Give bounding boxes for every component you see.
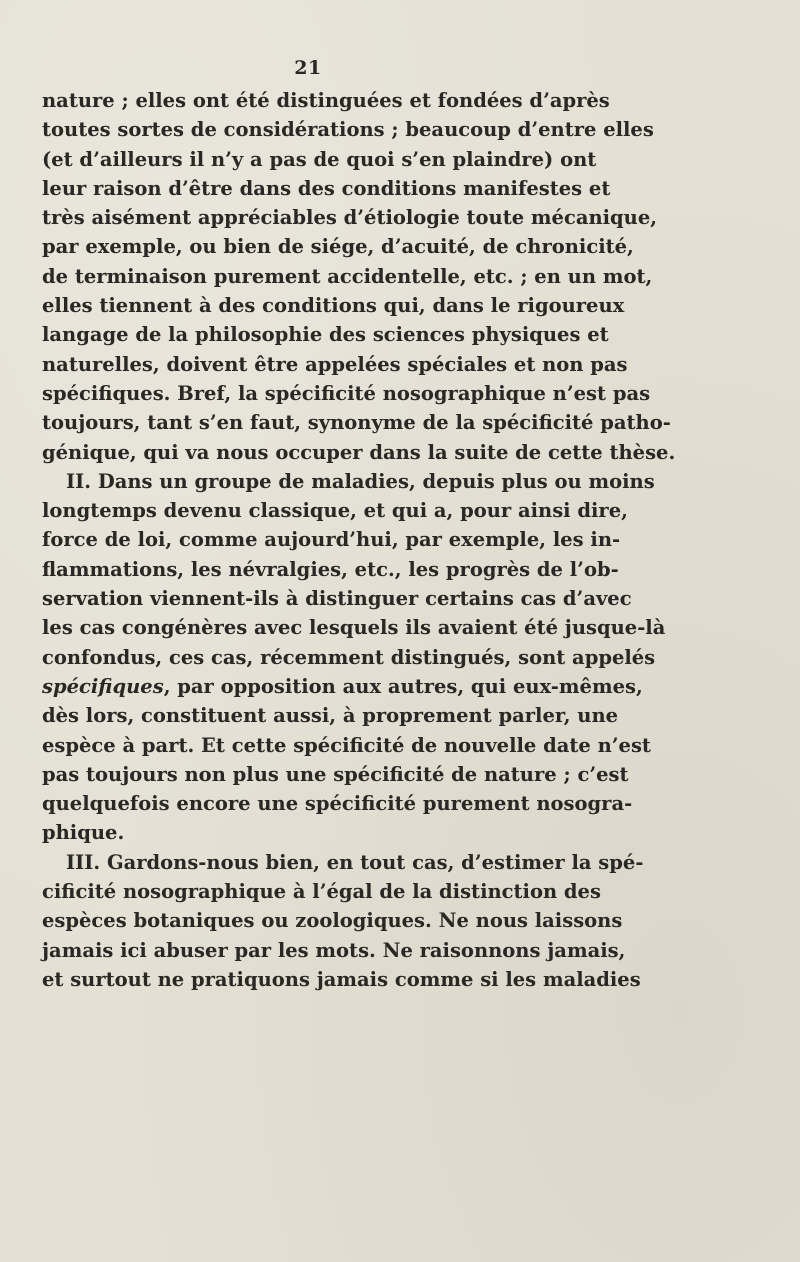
text-line-content: servation viennent-ils à distinguer certains cas d’avec	[42, 587, 632, 611]
text-line-content: espèce à part. Et cette spécificité de nouvelle date n’est	[42, 733, 651, 757]
text-line	[42, 145, 597, 174]
text-line-content: naturelles, doivent être appelées spéciales et non pas	[42, 352, 628, 376]
text-line-content: flammations, les névralgies, etc., les progrès de l’ob-	[42, 557, 619, 581]
text-line-content: force de loi, comme aujourd’hui, par exemple, les in-	[42, 528, 621, 552]
text-line	[42, 496, 628, 525]
text-line-content: jamais ici abuser par les mots. Ne raisonnons jamais,	[42, 938, 626, 962]
body-text	[42, 86, 676, 994]
text-line-content: très aisément appréciables d’étiologie toute mécanique,	[42, 206, 658, 230]
text-line	[42, 672, 643, 701]
text-line-content: espèces botaniques ou zoologiques. Ne nous laissons	[42, 909, 623, 933]
text-line	[42, 848, 644, 877]
italic-term: spécifiques	[42, 674, 164, 698]
text-line	[42, 760, 629, 789]
text-line-content: leur raison d’être dans des conditions manifestes et	[42, 176, 611, 200]
text-line	[42, 174, 611, 203]
text-line	[42, 525, 621, 554]
text-line	[42, 701, 619, 730]
text-line	[42, 115, 654, 144]
text-line-content: phique.	[42, 821, 125, 845]
text-line	[42, 906, 623, 935]
text-line	[42, 818, 574, 847]
text-line	[42, 262, 653, 291]
text-line	[42, 643, 656, 672]
text-line-content: elles tiennent à des conditions qui, dans le rigoureux	[42, 294, 625, 318]
text-line	[42, 936, 626, 965]
text-line-content: dès lors, constituent aussi, à proprement parler, une	[42, 704, 619, 728]
page-number: 21	[294, 57, 322, 79]
text-line-content: quelquefois encore une spécificité purement nosogra-	[42, 792, 633, 816]
text-line	[42, 86, 610, 115]
text-line	[42, 613, 666, 642]
text-line-content: langage de la philosophie des sciences physiques et	[42, 323, 609, 347]
text-line-content: pas toujours non plus une spécificité de nature ; c’est	[42, 762, 629, 786]
text-line	[42, 965, 641, 994]
text-line	[42, 438, 676, 467]
text-line-content: II. Dans un groupe de maladies, depuis plus ou moins	[66, 469, 655, 493]
text-line-content: de terminaison purement accidentelle, etc. ; en un mot,	[42, 264, 653, 288]
text-line-content: toutes sortes de considérations ; beaucoup d’entre elles	[42, 118, 654, 142]
text-line-content: , par opposition aux autres, qui eux-mêmes,	[163, 674, 643, 698]
text-line-content: confondus, ces cas, récemment distingués, sont appelés	[42, 645, 656, 669]
text-line	[42, 320, 609, 349]
text-line-content: longtemps devenu classique, et qui a, pour ainsi dire,	[42, 499, 628, 523]
text-line-content: nature ; elles ont été distinguées et fondées d’après	[42, 89, 610, 112]
text-line	[42, 379, 651, 408]
text-line	[42, 203, 658, 232]
text-line-content: III. Gardons-nous bien, en tout cas, d’estimer la spé-	[66, 850, 644, 874]
text-line	[42, 291, 625, 320]
text-line-content: et surtout ne pratiquons jamais comme si les maladies	[42, 967, 641, 991]
text-line	[42, 789, 633, 818]
text-line-content: cificité nosographique à l’égal de la distinction des	[42, 880, 601, 904]
text-line-content: les cas congénères avec lesquels ils avaient été jusque-là	[42, 616, 666, 640]
text-line	[42, 877, 601, 906]
text-line	[42, 408, 671, 437]
text-line	[42, 232, 634, 261]
text-line-content: (et d’ailleurs il n’y a pas de quoi s’en plaindre) ont	[42, 147, 597, 171]
text-line-content: par exemple, ou bien de siége, d’acuité, de chronicité,	[42, 235, 634, 259]
text-line-content: spécifiques. Bref, la spécificité nosographique n’est pas	[42, 381, 651, 405]
text-line	[42, 350, 628, 379]
text-line	[42, 555, 619, 584]
text-line-content: génique, qui va nous occuper dans la suite de cette thèse.	[42, 440, 676, 464]
text-line-content: toujours, tant s’en faut, synonyme de la spécificité patho-	[42, 411, 671, 435]
text-line	[42, 467, 655, 496]
text-line	[42, 584, 632, 613]
text-line	[42, 731, 651, 760]
